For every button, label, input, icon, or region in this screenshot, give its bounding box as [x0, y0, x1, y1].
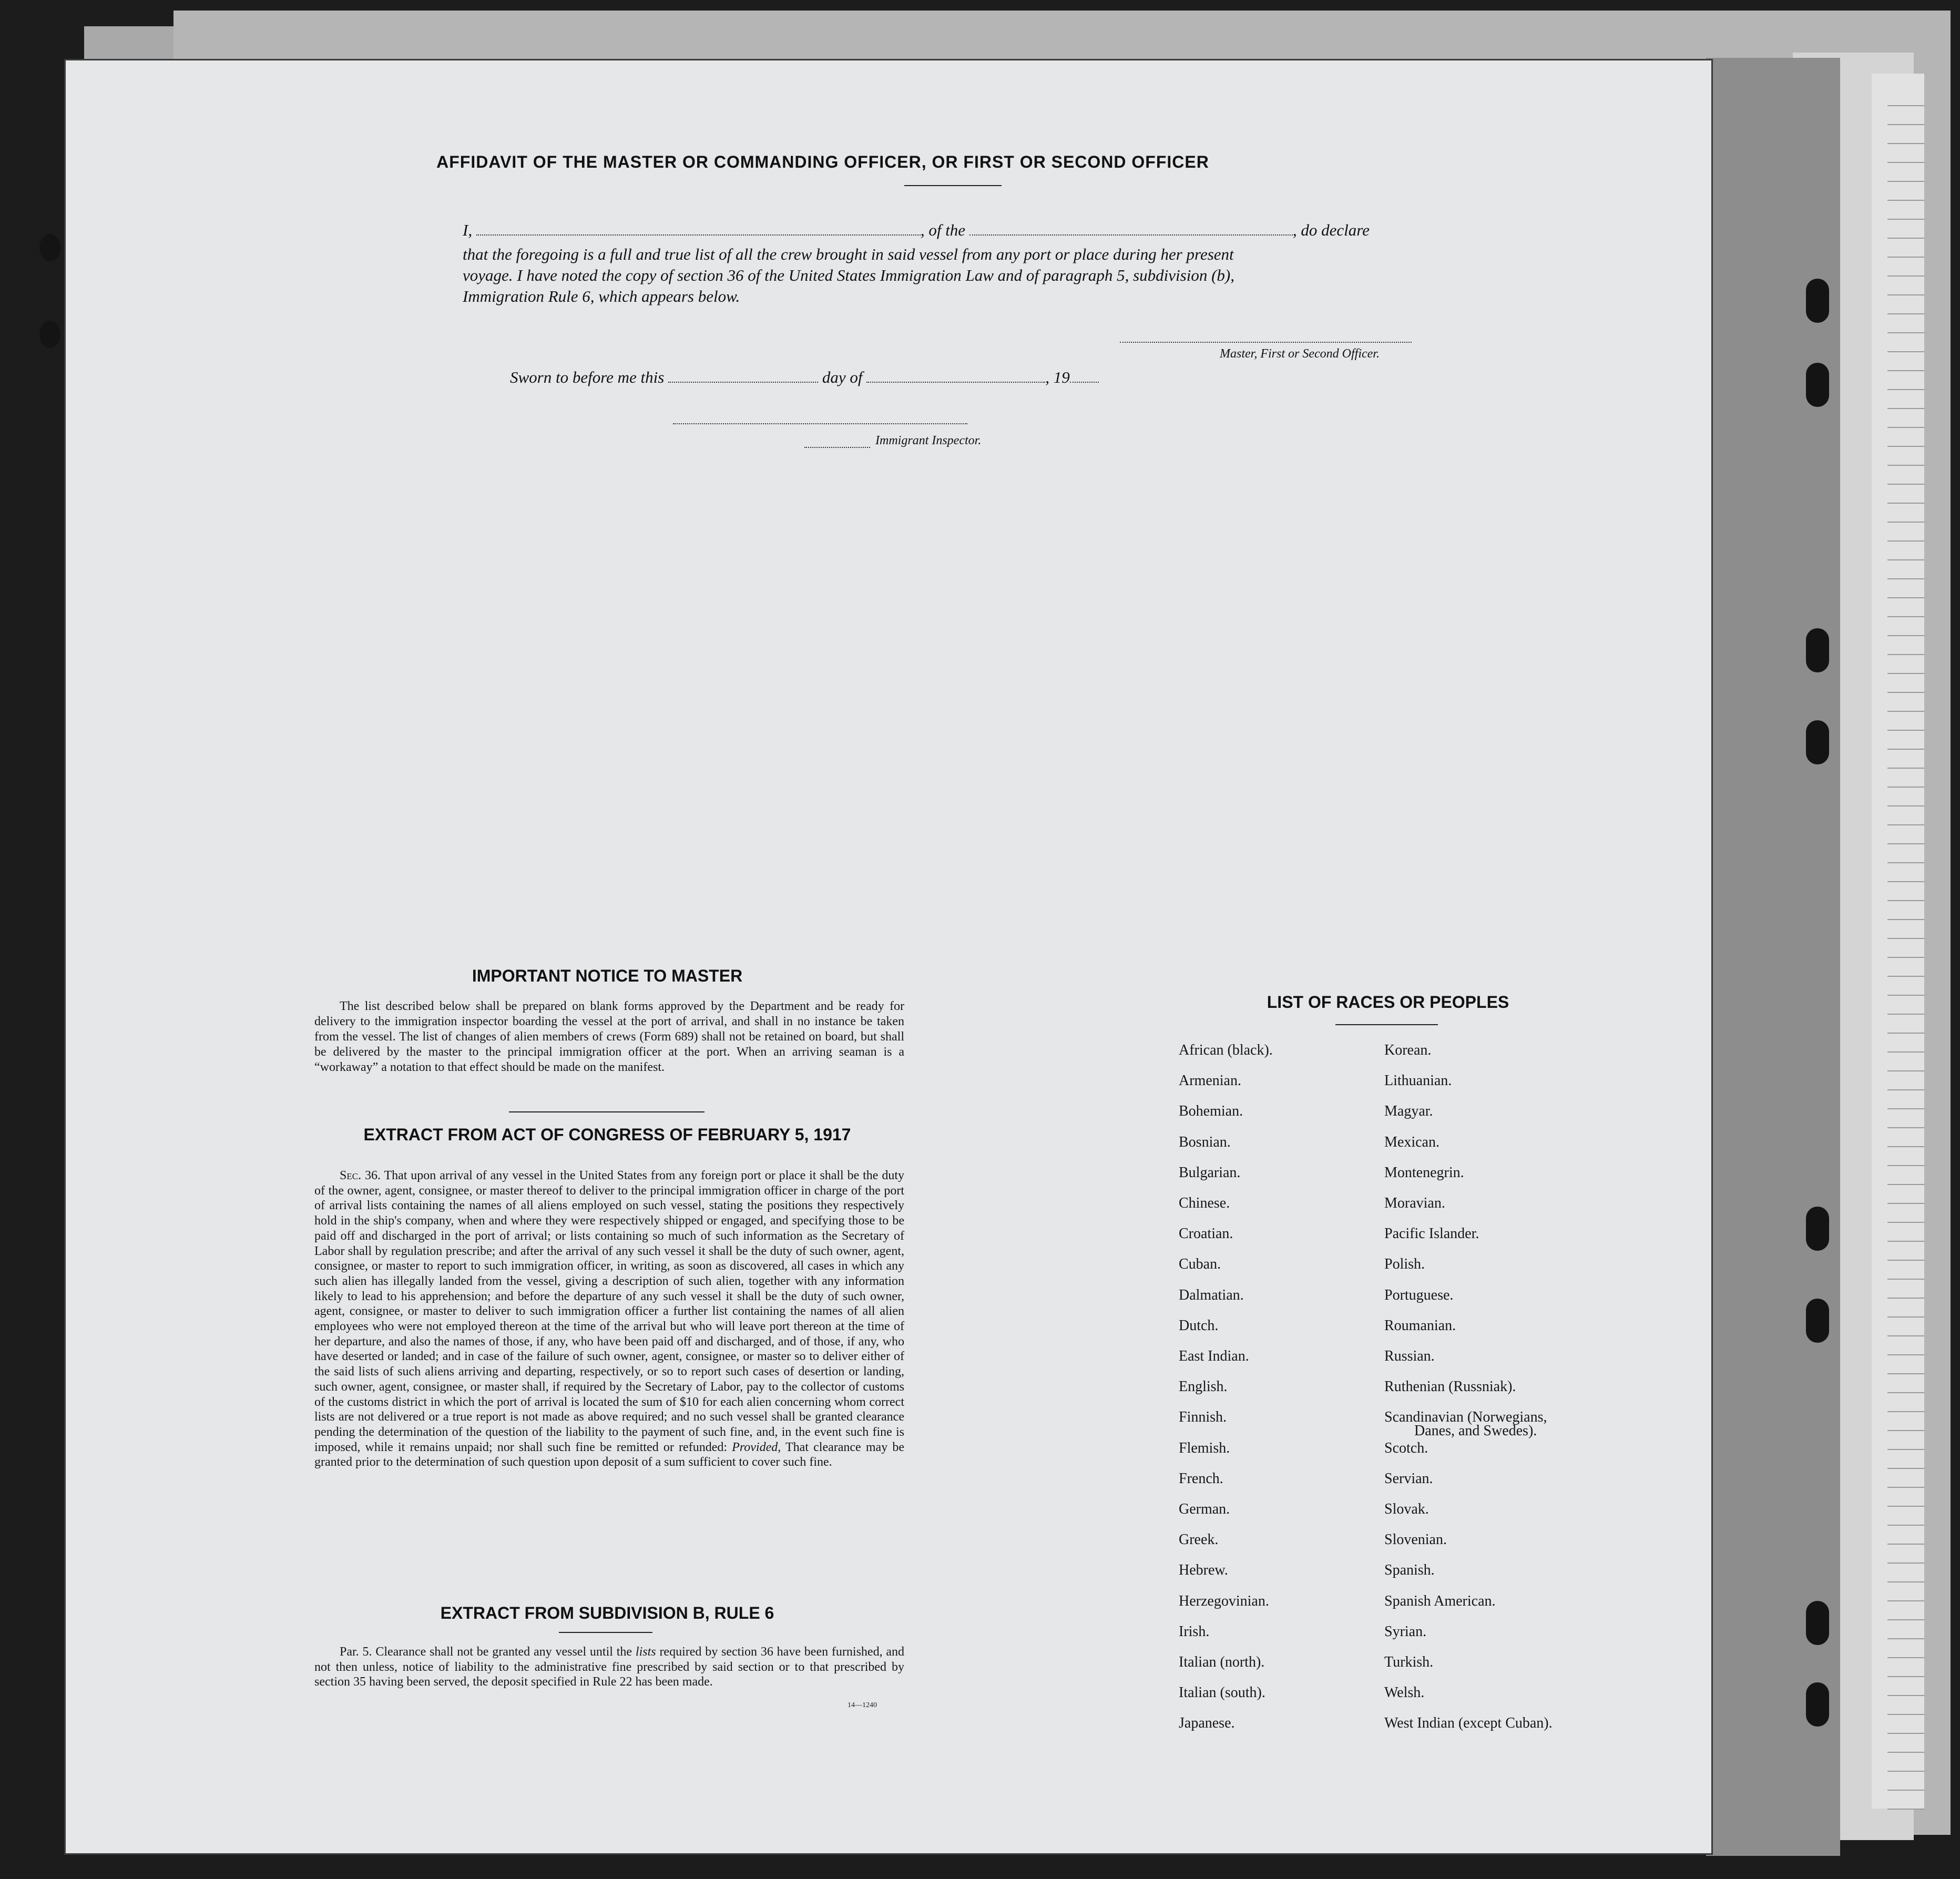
rule-body-a: Clearance shall not be granted any vessel until the	[375, 1645, 632, 1659]
race-item: Portuguese.	[1384, 1286, 1454, 1303]
race-item: German.	[1179, 1501, 1230, 1517]
binding-hole	[1806, 1682, 1829, 1727]
sworn-day-field[interactable]	[668, 382, 818, 383]
ruled-line	[1887, 1468, 1924, 1469]
ruled-line	[1887, 1809, 1924, 1810]
par-label: Par. 5.	[340, 1645, 372, 1659]
ruled-line	[1887, 446, 1924, 447]
ruled-line	[1887, 1506, 1924, 1507]
race-item: Croatian.	[1179, 1226, 1233, 1242]
race-item: East Indian.	[1179, 1348, 1249, 1364]
sworn-day-of: day of	[822, 368, 863, 386]
master-signature-caption: Master, First or Second Officer.	[1220, 347, 1380, 361]
affidavit-of-the: , of the	[920, 221, 966, 239]
notice-rule	[509, 1111, 705, 1112]
affidavit-declare: , do declare	[1292, 221, 1370, 239]
act-body-end: That clearance may be granted prior to the determination of such question upon deposit of a sum sufficient to cover such fine.	[314, 1440, 904, 1469]
master-name-field[interactable]	[476, 234, 921, 236]
sworn-month-field[interactable]	[866, 382, 1045, 383]
ruled-line	[1887, 995, 1924, 996]
master-signature-field[interactable]	[1120, 342, 1412, 343]
ruled-line	[1887, 1127, 1924, 1128]
race-item: Moravian.	[1384, 1195, 1445, 1211]
ruled-line	[1887, 105, 1924, 106]
sworn-line	[510, 368, 1099, 387]
ruled-line	[1887, 559, 1924, 560]
races-title: LIST OF RACES OR PEOPLES	[1267, 993, 1509, 1012]
race-item: Pacific Islander.	[1384, 1226, 1479, 1242]
race-item: Polish.	[1384, 1256, 1425, 1273]
ruled-line	[1887, 919, 1924, 920]
ruled-line	[1887, 313, 1924, 314]
race-item: Italian (north).	[1179, 1654, 1265, 1670]
ruled-line	[1887, 1279, 1924, 1280]
binding-hole	[1806, 628, 1829, 672]
notice-title: IMPORTANT NOTICE TO MASTER	[472, 966, 743, 985]
ruled-line	[1887, 711, 1924, 712]
ruled-line	[1887, 162, 1924, 163]
ruled-line	[1887, 238, 1924, 239]
race-item: West Indian (except Cuban).	[1384, 1715, 1553, 1732]
ruled-line	[1887, 1316, 1924, 1318]
race-item: Bohemian.	[1179, 1103, 1243, 1120]
race-item: Turkish.	[1384, 1654, 1434, 1670]
ruled-line	[1887, 673, 1924, 674]
ruled-line	[1887, 1733, 1924, 1734]
ruled-line	[1887, 181, 1924, 182]
race-item: Spanish.	[1384, 1562, 1435, 1579]
ruled-line	[1887, 1241, 1924, 1242]
ruled-line	[1887, 540, 1924, 542]
ruled-line	[1887, 1525, 1924, 1526]
binding-hole	[1806, 279, 1829, 323]
sworn-year-field[interactable]	[1070, 382, 1099, 383]
race-item: Slovak.	[1384, 1501, 1429, 1517]
ruled-line	[1887, 370, 1924, 371]
ruled-line	[1887, 465, 1924, 466]
affidavit-line-2: that the foregoing is a full and true list of all the crew brought in said vessel from any port or place during her present	[463, 245, 1234, 263]
ruled-line	[1887, 408, 1924, 409]
ruled-line	[1887, 1638, 1924, 1639]
race-item: Bulgarian.	[1179, 1164, 1241, 1181]
punch-hole	[39, 321, 60, 348]
race-item-continued: Danes, and Swedes).	[1414, 1423, 1537, 1439]
ruled-line	[1887, 730, 1924, 731]
ruled-line	[1887, 1014, 1924, 1015]
act-title: EXTRACT FROM ACT OF CONGRESS OF FEBRUARY 5, 1917	[363, 1125, 851, 1144]
act-body: That upon arrival of any vessel in the United States from any foreign port or place it shall be the duty of the owner, agent, consignee, or master thereof to deliver to the principal immigration officer in charge of the port of arrival lists containing the names of all aliens employed on such vessel, stating the positions they respectively hold in the ship's company, when and where they were respectively shipped or engaged, and specifying those to be paid off and discharged in the port of arrival; or lists containing so much of such information as the Secretary of Labor shall by regulation prescribe; and after the arrival of any such vessel it shall be the duty of such owner, agent, consignee, or master to report to such immigration officer, in writing, as soon as discovered, all cases in which any such alien has illegally landed from the vessel, giving a description of such alien, together with any information likely to lead to his apprehension; and before the departure of any such vessel it shall be the duty of such owner, agent, consignee, or master to deliver to such immigration officer a further list containing the names of all alien employees who were not employed thereon at the time of the arrival but who will leave port thereon at the time of her departure, and also the names of those, if any, who have been paid off and discharged, and of those, if any, who have deserted or landed; and in case of the failure of such owner, agent, consignee, or master so to deliver either of the said lists of such aliens arriving and departing, respectively, or so to report such cases of desertion or landing, such owner, agent, consignee, or master shall, if required by the Secretary of Labor, pay to the collector of customs of the customs district in which the port of arrival is located the sum of $10 for each alien concerning whom correct lists are not delivered or a true report is not made as above required; and no such vessel shall be granted clearance pending the determination of the question of the liability to the payment of such fine, and, in the event such fine is imposed, while it remains unpaid; nor shall such fine be remitted or refunded:	[314, 1169, 904, 1454]
rule-rule	[559, 1632, 652, 1633]
race-item: Hebrew.	[1179, 1562, 1228, 1579]
race-item: Dalmatian.	[1179, 1286, 1244, 1303]
ruled-line	[1887, 1600, 1924, 1601]
race-item: Greek.	[1179, 1531, 1219, 1548]
race-item: Flemish.	[1179, 1439, 1230, 1456]
races-rule	[1335, 1024, 1438, 1025]
ruled-line	[1887, 749, 1924, 750]
race-item: Herzegovinian.	[1179, 1592, 1269, 1609]
ruled-line	[1887, 654, 1924, 655]
ruled-line	[1887, 143, 1924, 144]
ruled-line	[1887, 1619, 1924, 1620]
race-item: Spanish American.	[1384, 1592, 1496, 1609]
race-item: English.	[1179, 1378, 1228, 1395]
affidavit-line-4: Immigration Rule 6, which appears below.	[463, 287, 740, 305]
form-number: 14—1240	[848, 1701, 877, 1709]
ruled-line	[1887, 1411, 1924, 1412]
race-item: Slovenian.	[1384, 1531, 1447, 1548]
ruled-line	[1887, 1335, 1924, 1336]
ruled-line	[1887, 1392, 1924, 1393]
ruled-line	[1887, 1298, 1924, 1299]
ruled-line	[1887, 597, 1924, 598]
affidavit-line-3: voyage. I have noted the copy of section 36 of the United States Immigration Law and of paragraph 5, subdivision (b),	[463, 266, 1234, 284]
ruled-line	[1887, 503, 1924, 504]
ruled-line	[1887, 578, 1924, 579]
ruled-line	[1887, 692, 1924, 693]
ruled-line	[1887, 1203, 1924, 1204]
ruled-line	[1887, 332, 1924, 333]
ruled-line	[1887, 862, 1924, 863]
ruled-line	[1887, 1430, 1924, 1431]
ruled-line	[1887, 522, 1924, 523]
notice-text: The list described below shall be prepared on blank forms approved by the Department and be ready for delivery to the immigration inspector boarding the vessel at the port of arrival, and shall in no instance be taken from the vessel. The list of changes of alien members of crews (Form 689) shall not be retained on board, but shall be delivered by the master to the principal immigration officer at the port. When an arriving seaman is a “workaway” a notation to that effect should be made on the manifest.	[314, 999, 904, 1074]
race-item: Syrian.	[1384, 1623, 1427, 1640]
race-item: Montenegrin.	[1384, 1164, 1464, 1181]
ruled-line	[1887, 219, 1924, 220]
lists-word: lists	[635, 1645, 656, 1659]
affidavit-line-1	[463, 221, 1370, 240]
ruled-line	[1887, 1449, 1924, 1450]
ruled-line	[1887, 938, 1924, 939]
ruled-line	[1887, 1752, 1924, 1753]
inspector-signature-field[interactable]	[673, 423, 967, 424]
race-item: Mexican.	[1384, 1133, 1440, 1150]
ruled-line	[1887, 1146, 1924, 1147]
race-item: Italian (south).	[1179, 1684, 1265, 1701]
ruled-line	[1887, 389, 1924, 390]
ruled-line	[1887, 1695, 1924, 1696]
ruled-line	[1887, 1487, 1924, 1488]
ruled-line	[1887, 427, 1924, 428]
rule-body-b: required by section 36 have been furnished, and not then unless, notice of liability to the administrative fine prescribed by said section or to that prescribed by section 35 having been served, the deposit specified in Rule 22 has been made.	[314, 1645, 905, 1689]
affidavit-I: I,	[463, 221, 473, 239]
ruled-line	[1887, 1676, 1924, 1677]
binding-hole	[1806, 1299, 1829, 1343]
ruled-line	[1887, 1033, 1924, 1034]
document-page	[66, 60, 1711, 1853]
ruled-line	[1887, 275, 1924, 277]
ruled-line	[1887, 351, 1924, 352]
ruled-line	[1887, 900, 1924, 901]
affidavit-rule	[904, 185, 1002, 186]
ruled-line	[1887, 1354, 1924, 1355]
ruled-line	[1887, 957, 1924, 958]
binding-hole	[1806, 1207, 1829, 1251]
race-item: Roumanian.	[1384, 1317, 1456, 1334]
rule-title: EXTRACT FROM SUBDIVISION B, RULE 6	[440, 1604, 774, 1622]
ruled-line	[1887, 768, 1924, 769]
inspector-caption: Immigrant Inspector.	[875, 434, 982, 447]
binding-hole	[1806, 1601, 1829, 1645]
race-item: Korean.	[1384, 1042, 1432, 1058]
sworn-year-prefix: , 19	[1045, 368, 1070, 386]
sec-label: Sec. 36.	[340, 1169, 381, 1182]
race-item: Bosnian.	[1179, 1133, 1231, 1150]
binder-spine	[1706, 58, 1840, 1856]
race-item: Chinese.	[1179, 1195, 1230, 1211]
ruled-line	[1887, 1714, 1924, 1715]
inspector-dotline	[804, 447, 870, 448]
race-item: Japanese.	[1179, 1715, 1235, 1732]
ruled-line	[1887, 1657, 1924, 1658]
ruled-line	[1887, 1108, 1924, 1109]
ruled-line	[1887, 1165, 1924, 1166]
race-item: Irish.	[1179, 1623, 1210, 1640]
act-text	[314, 1168, 904, 1470]
ruled-line	[1887, 294, 1924, 295]
race-item: Dutch.	[1179, 1317, 1219, 1334]
vessel-name-field[interactable]	[969, 234, 1293, 236]
ruled-line	[1887, 1089, 1924, 1090]
ruled-line	[1887, 1563, 1924, 1564]
ruled-line	[1887, 824, 1924, 825]
ruled-line	[1887, 484, 1924, 485]
ruled-line	[1887, 1184, 1924, 1185]
binding-hole	[1806, 720, 1829, 764]
ruled-line	[1887, 1051, 1924, 1053]
ruled-line	[1887, 1070, 1924, 1071]
race-item: Finnish.	[1179, 1409, 1227, 1426]
ruled-line	[1887, 1581, 1924, 1582]
race-item: Welsh.	[1384, 1684, 1425, 1701]
affidavit-title: AFFIDAVIT OF THE MASTER OR COMMANDING OFFICER, OR FIRST OR SECOND OFFICER	[436, 152, 1209, 171]
ruled-line	[1887, 1373, 1924, 1374]
ruled-line	[1887, 200, 1924, 201]
ruled-line	[1887, 1790, 1924, 1791]
ruled-line	[1887, 805, 1924, 806]
ruled-line	[1887, 1771, 1924, 1772]
race-item: Lithuanian.	[1384, 1073, 1452, 1089]
race-item: Scotch.	[1384, 1439, 1428, 1456]
rule-text	[314, 1645, 904, 1690]
proviso-label: Provided,	[732, 1440, 781, 1454]
ruled-line	[1887, 1222, 1924, 1223]
ruled-line	[1887, 1544, 1924, 1545]
ruled-line	[1887, 1260, 1924, 1261]
punch-hole	[39, 234, 60, 261]
ruled-line	[1887, 881, 1924, 882]
race-item: Ruthenian (Russniak).	[1384, 1378, 1516, 1395]
race-item: Cuban.	[1179, 1256, 1221, 1273]
race-item: Scandinavian (Norwegians,	[1384, 1409, 1547, 1426]
sworn-label: Sworn to before me this	[510, 368, 665, 386]
ruled-line	[1887, 976, 1924, 977]
race-item: Magyar.	[1384, 1103, 1433, 1120]
ruled-line	[1887, 257, 1924, 258]
race-item: Armenian.	[1179, 1073, 1241, 1089]
ruled-line	[1887, 843, 1924, 844]
ruled-line	[1887, 124, 1924, 125]
race-item: French.	[1179, 1470, 1223, 1487]
ruled-line	[1887, 635, 1924, 636]
ruled-side-sheet	[1872, 74, 1924, 1809]
ruled-line	[1887, 787, 1924, 788]
ruled-line	[1887, 616, 1924, 617]
race-item: African (black).	[1179, 1042, 1273, 1058]
race-item: Servian.	[1384, 1470, 1433, 1487]
binding-hole	[1806, 363, 1829, 407]
race-item: Russian.	[1384, 1348, 1435, 1364]
